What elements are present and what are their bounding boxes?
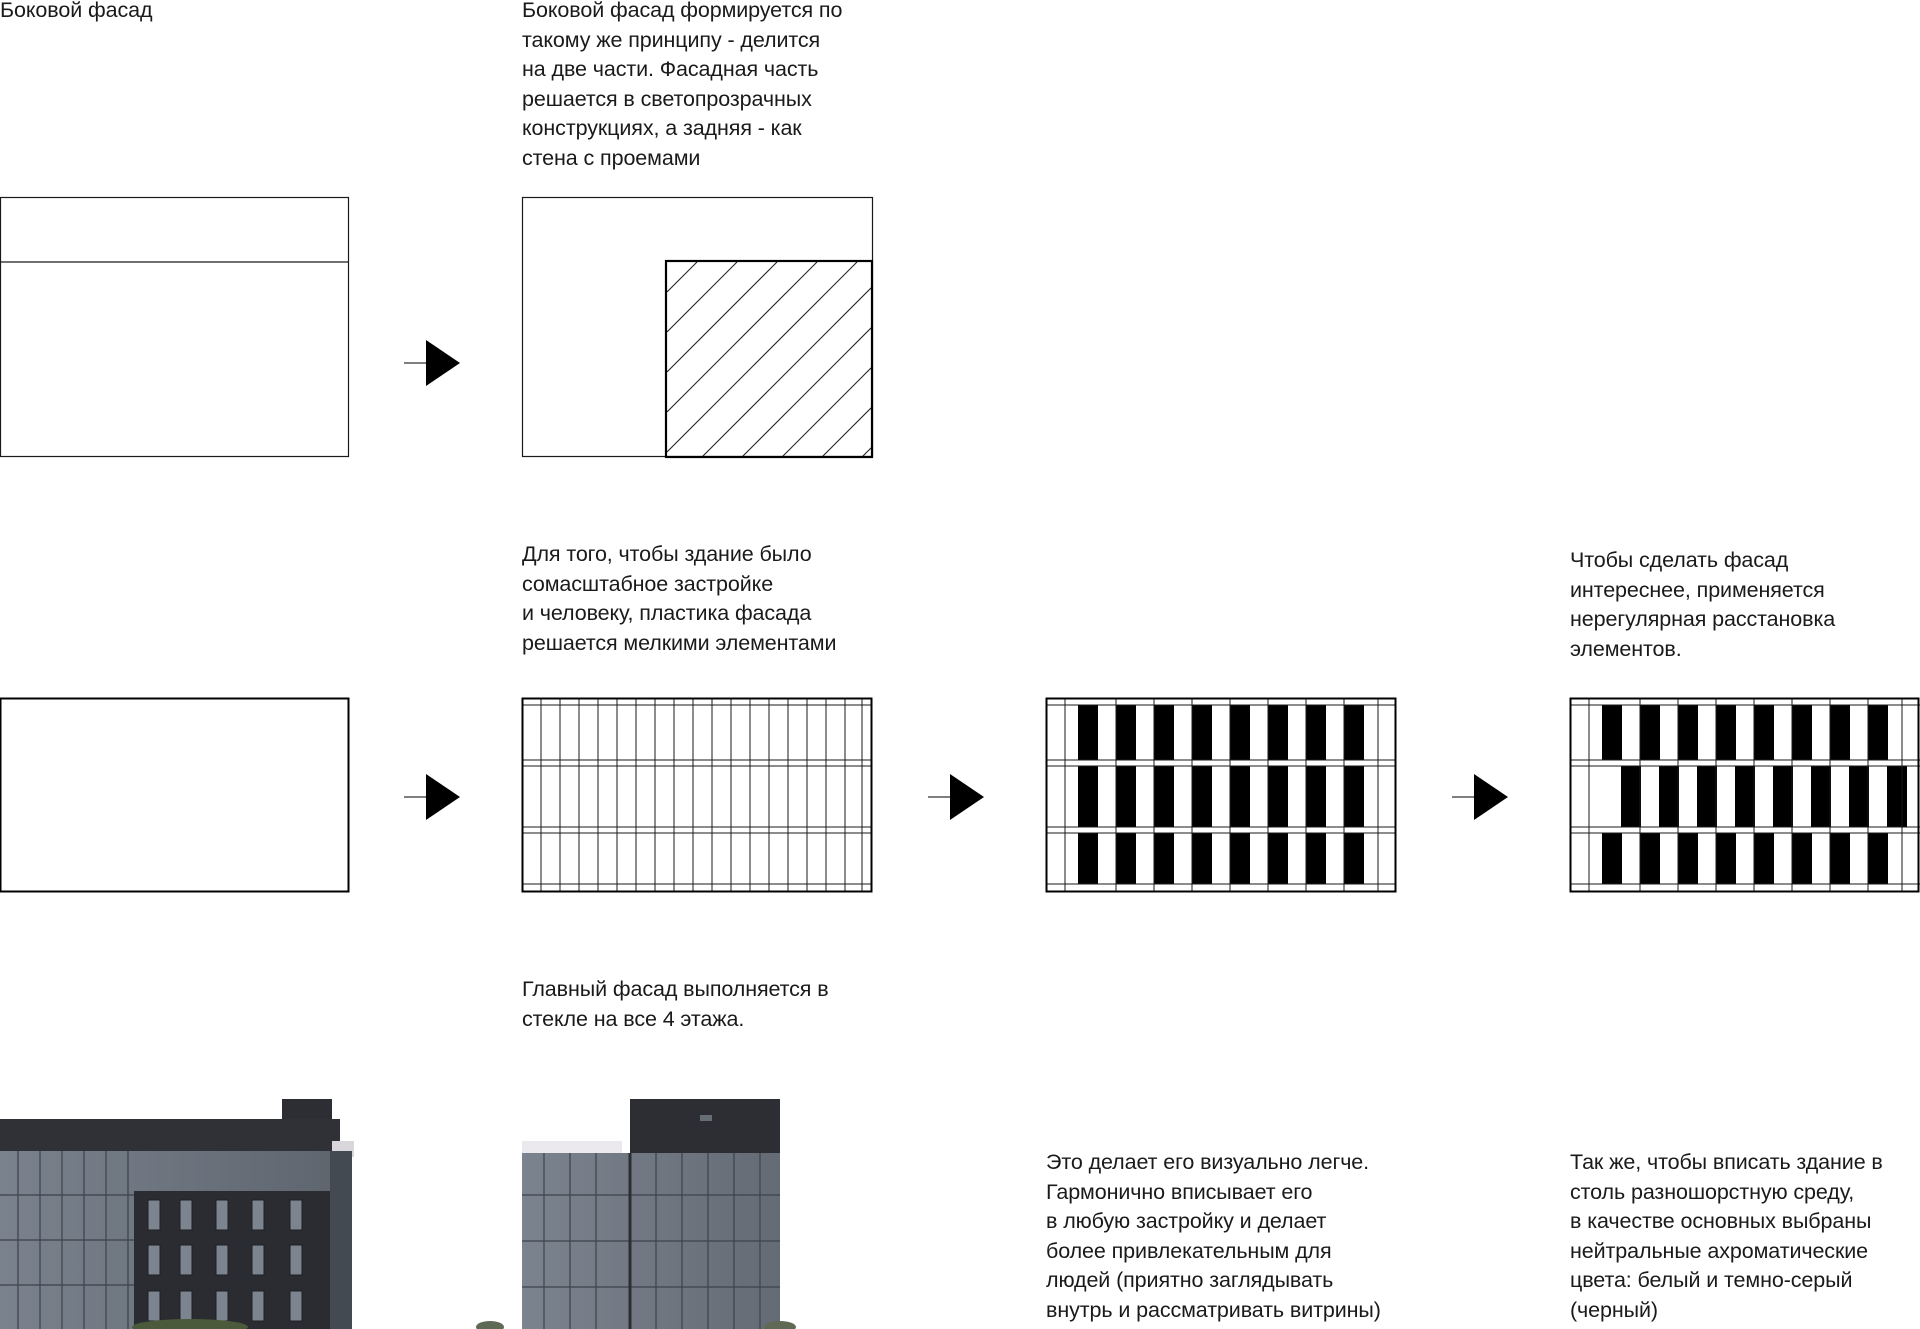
side-facade-glass-wall-diagram xyxy=(522,197,874,459)
color-description: Так же, чтобы вписать здание в столь разношорстную среду, в качестве основных выбраны нейтральные ахроматические цвета: белый и темно-серый (черный) xyxy=(1570,1150,1883,1322)
arrow-right-icon xyxy=(404,772,460,824)
side-facade-split-diagram xyxy=(0,197,350,459)
main-facade-rendering xyxy=(480,1095,876,1329)
side-facade-rendering xyxy=(0,1095,356,1329)
irregular-pattern-diagram xyxy=(1570,698,1920,894)
arrow-right-icon xyxy=(404,338,460,390)
blank-facade-diagram xyxy=(0,698,350,894)
side-facade-title: Боковой фасад xyxy=(0,0,153,22)
arrow-right-icon xyxy=(1452,772,1508,824)
arrow-right-icon xyxy=(928,772,984,824)
grid-facade-diagram xyxy=(522,698,874,894)
irregular-description: Чтобы сделать фасад интереснее, применяется нерегулярная расстановка элементов. xyxy=(1570,548,1836,661)
regular-pattern-diagram xyxy=(1046,698,1398,894)
side-facade-description: Боковой фасад формируется по такому же принципу - делится на две части. Фасадная часть решается в светопрозрачных конструкциях, а задняя - как стена с проемами xyxy=(522,0,843,170)
main-facade-description: Главный фасад выполняется в стекле на все 4 этажа. xyxy=(522,977,829,1031)
scale-description: Для того, чтобы здание было сомасштабное застройке и человеку, пластика фасада решается мелкими элементами xyxy=(522,542,837,655)
lightness-description: Это делает его визуально легче. Гармонично вписывает его в любую застройку и делает более привлекательным для людей (приятно заглядывать внутрь и рассматривать витрины) xyxy=(1046,1150,1381,1322)
